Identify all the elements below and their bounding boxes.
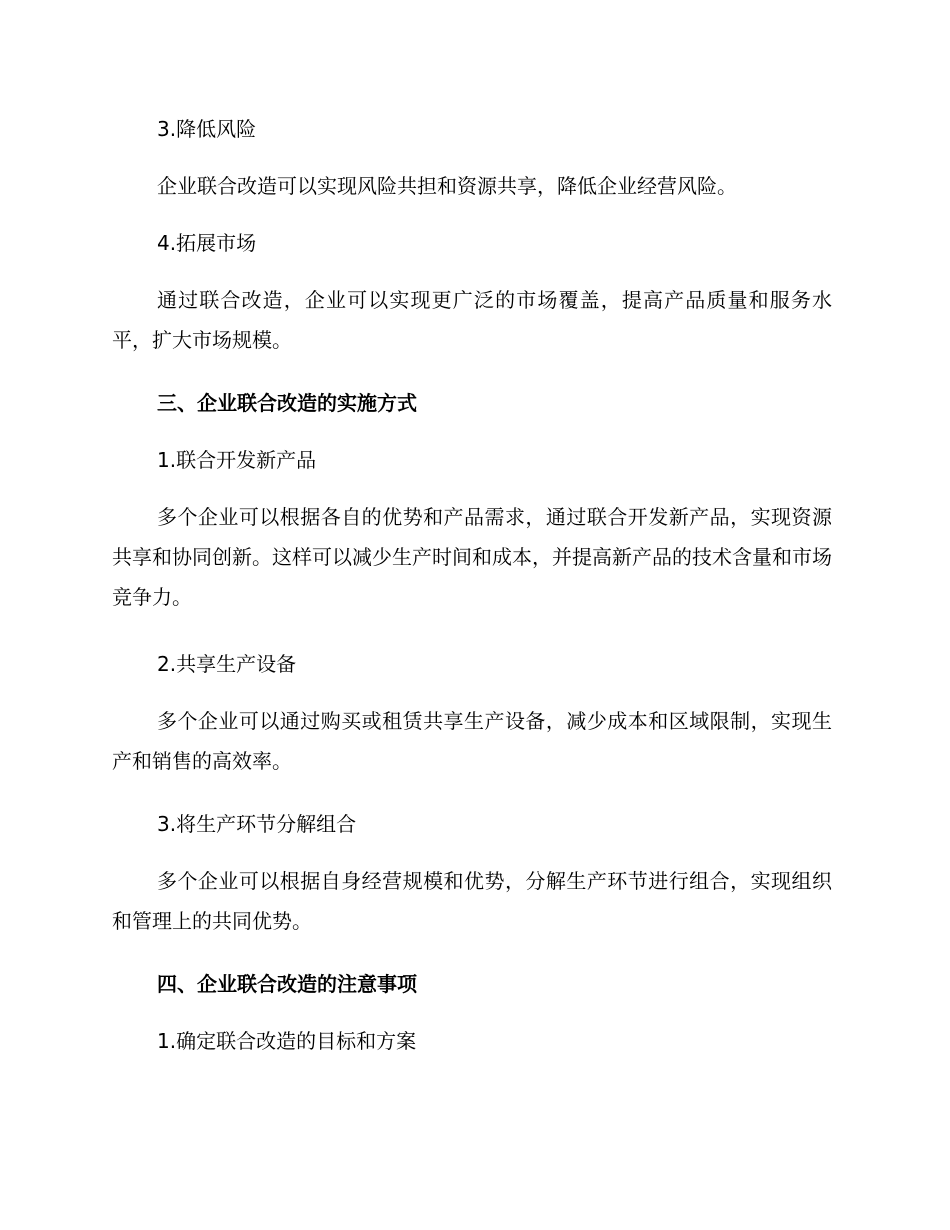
paragraph-joint-development: 多个企业可以根据各自的优势和产品需求，通过联合开发新产品，实现资源共享和协同创新。这样可以减少生产时间和成本，并提高新产品的技术含量和市场竞争力。 <box>112 505 832 609</box>
section-heading-implementation: 三、企业联合改造的实施方式 <box>157 391 417 415</box>
paragraph-shared-equipment: 多个企业可以通过购买或租赁共享生产设备，减少成本和区域限制，实现生产和销售的高效率。 <box>112 709 832 773</box>
subheading-shared-equipment: 2.共享生产设备 <box>157 652 297 676</box>
paragraph-decompose-production: 多个企业可以根据自身经营规模和优势，分解生产环节进行组合，实现组织和管理上的共同优势。 <box>112 869 832 933</box>
subheading-joint-development: 1.联合开发新产品 <box>157 448 317 472</box>
subheading-expand-market: 4.拓展市场 <box>157 231 257 255</box>
section-heading-precautions: 四、企业联合改造的注意事项 <box>157 972 417 996</box>
subheading-define-goals: 1.确定联合改造的目标和方案 <box>157 1029 417 1053</box>
subheading-decompose-production: 3.将生产环节分解组合 <box>157 812 357 836</box>
paragraph-reduce-risk: 企业联合改造可以实现风险共担和资源共享，降低企业经营风险。 <box>157 174 737 198</box>
subheading-reduce-risk: 3.降低风险 <box>157 117 257 141</box>
paragraph-expand-market: 通过联合改造，企业可以实现更广泛的市场覆盖，提高产品质量和服务水平，扩大市场规模。 <box>112 288 832 352</box>
